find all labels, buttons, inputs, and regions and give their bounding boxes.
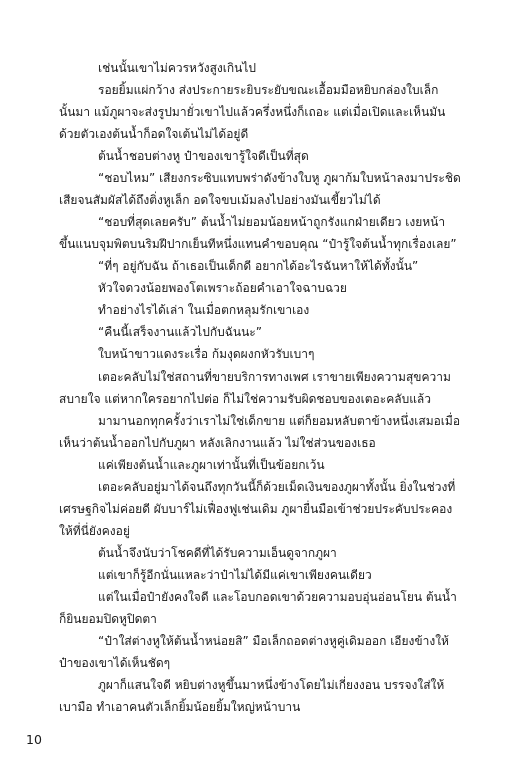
text-line: แค่เพียงต้นน้ำและภูผาเท่านั้นที่เป็นข้อยกเว้น [98, 457, 325, 472]
text-line: เตอะคลับไม่ใช่สถานที่ขายบริการทางเพศ เราขายเพียงความสุขความ [98, 369, 451, 384]
text-line: “คืนนี้เสร็จงานแล้วไปกับฉันนะ” [98, 325, 262, 340]
text-line: ต้นน้ำชอบต่างหู ป๋าของเขารู้ใจดีเป็นที่สุด [98, 149, 309, 164]
text-line: มามานอกทุกครั้งว่าเราไม่ใช่เด็กขาย แต่ก็ยอมหลับตาข้างหนึ่งเสมอเมื่อ [98, 413, 461, 428]
text-line: สบายใจ แต่หากใครอยากไปต่อ ก็ไม่ใช่ความรับผิดชอบของเตอะคลับแล้ว [59, 391, 432, 406]
text-line: “ที่ๆ อยู่กับฉัน ถ้าเธอเป็นเด็กดี อยากได้อะไรฉันหาให้ได้ทั้งนั้น” [98, 259, 419, 274]
text-line: หัวใจดวงน้อยพองโตเพราะถ้อยคำเอาใจฉาบฉวย [98, 281, 347, 296]
text-line: แต่ในเมื่อป๋ายังคงใจดี และโอบกอดเขาด้วยความอบอุ่นอ่อนโยน ต้นน้ำ [98, 589, 457, 604]
text-line: เศรษฐกิจไม่ค่อยดี ผับบาร์ไม่เฟื่องฟูเช่นเดิม ภูผายื่นมือเข้าช่วยประคับประคอง [59, 501, 453, 516]
text-line: เบามือ ทำเอาคนตัวเล็กยิ้มน้อยยิ้มใหญ่หน้าบาน [59, 700, 301, 714]
text-line: “ชอบที่สุดเลยครับ” ต้นน้ำไม่ยอมน้อยหน้าถูกรังแกฝ่ายเดียว เงยหน้า [98, 215, 446, 230]
text-line: ให้ที่นี่ยังคงอยู่ [59, 523, 130, 538]
page-number: 10 [26, 732, 42, 747]
text-line: นั้นมา แม้ภูผาจะส่งรูปมายั่วเขาไปแล้วครึ่งหนึ่งก็เถอะ แต่เมื่อเปิดและเห็นมัน [59, 105, 446, 120]
text-line: ทำอย่างไรได้เล่า ในเมื่อตกหลุมรักเขาเอง [98, 303, 310, 318]
text-line: เห็นว่าต้นน้ำออกไปกับภูผา หลังเลิกงานแล้ว ไม่ใช่ส่วนของเธอ [59, 435, 376, 450]
text-line: “ชอบไหม” เสียงกระซิบแทบพร่าดังข้างใบหู ภูผาก้มใบหน้าลงมาประชิด [98, 171, 461, 186]
text-line: ด้วยตัวเองต้นน้ำก็อดใจเต้นไม่ได้อยู่ดี [59, 127, 249, 142]
text-line: ต้นน้ำจึงนับว่าโชคดีที่ได้รับความเอ็นดูจากภูผา [98, 545, 337, 560]
text-line: ก็ยินยอมปิดหูปิดตา [59, 611, 157, 626]
text-line: ใบหน้าขาวแดงระเรื่อ ก้มงุดผงกหัวรับเบาๆ [98, 347, 315, 362]
text-line: ภูผาก็แสนใจดี หยิบต่างหูขึ้นมาหนึ่งข้างโดยไม่เกี่ยงงอน บรรจงใส่ให้ [98, 678, 445, 692]
text-line: เตอะคลับอยู่มาได้จนถึงทุกวันนี้ก็ด้วยเม็ดเงินของภูผาทั้งนั้น ยิ่งในช่วงที่ [98, 479, 456, 494]
text-line: ขึ้นแนบจุมพิตบนริมฝีปากเย็นทีหนึ่งแทนคำขอบคุณ “ป๋ารู้ใจต้นน้ำทุกเรื่องเลย” [59, 237, 457, 252]
text-line: เช่นนั้นเขาไม่ควรหวังสูงเกินไป [98, 61, 256, 75]
text-line: เสียจนสัมผัสได้ถึงติ่งหูเล็ก อดใจขบเม้มลงไปอย่างมันเขี้ยวไม่ได้ [59, 193, 381, 208]
text-line: แต่เขาก็รู้อีกนั่นแหละว่าป๋าไม่ได้มีแค่เขาเพียงคนเดียว [98, 567, 372, 582]
text-line: “ป๋าใส่ต่างหูให้ต้นน้ำหน่อยสิ” มือเล็กถอดต่างหูคู่เดิมออก เอียงข้างให้ [98, 633, 449, 648]
text-line: รอยยิ้มแผ่กว้าง ส่งประกายระยิบระยับขณะเอื้อมมือหยิบกล่องใบเล็ก [98, 83, 439, 97]
text-line: ป๋าของเขาได้เห็นชัดๆ [59, 655, 171, 670]
